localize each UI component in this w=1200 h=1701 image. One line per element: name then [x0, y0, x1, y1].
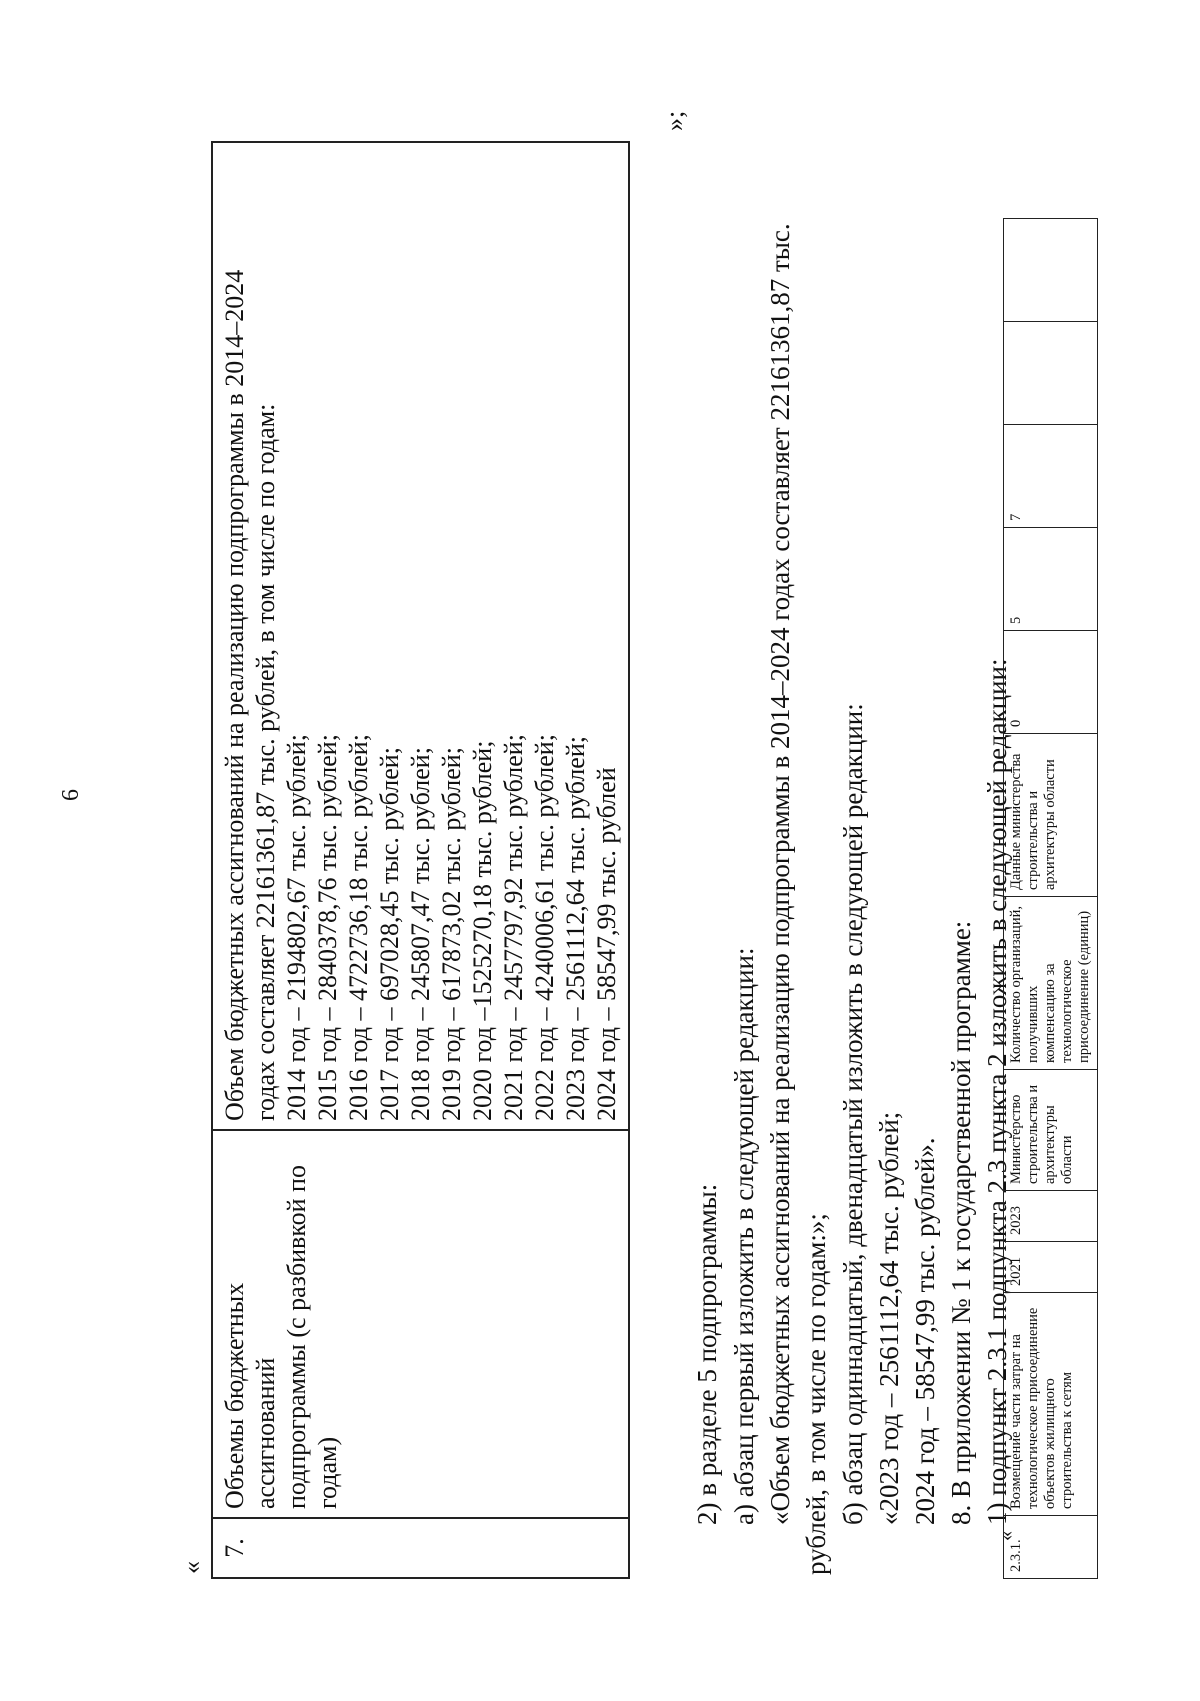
table-cell: 0: [1004, 631, 1098, 734]
paragraph: 1) подпункт 2.3.1 подпункта 2.3 пункта 2 изложить в следующей редакции:: [982, 658, 1012, 1525]
quote-open-bottom: «: [995, 1531, 1017, 1541]
table-row: [212, 142, 629, 1578]
table-cell: 2.3.1.: [1004, 1516, 1098, 1579]
paragraph: 2) в разделе 5 подпрограммы:: [692, 1183, 722, 1525]
row-number: 7.: [212, 1518, 629, 1578]
paragraph: 8. В приложении № 1 к государственной программе:: [946, 920, 976, 1525]
table-cell: Данные министерства строительства и архитектуры области: [1004, 734, 1098, 897]
value-line: 2014 год – 2194802,67 тыс. рублей;: [282, 734, 311, 1121]
value-line: 2020 год –1525270,18 тыс. рублей;: [468, 740, 497, 1121]
quote-close-table: »;: [660, 110, 689, 131]
appendix-table: [1003, 218, 1098, 1579]
row-name-line: подпрограммы (с разбивкой по: [282, 1165, 311, 1509]
row-name-cell: [212, 1130, 629, 1518]
table-cell: [1004, 219, 1098, 322]
table-cell: Количество организаций, получивших компенсацию за технологическое присоединение (единиц): [1004, 897, 1098, 1070]
table-cell: Министерство строительства и архитектуры области: [1004, 1070, 1098, 1191]
paragraph: а) абзац первый изложить в следующей редакции:: [729, 947, 759, 1525]
row-name-line: Объемы бюджетных ассигнований: [220, 1282, 280, 1509]
value-line: годах составляет 22161361,87 тыс. рублей, в том числе по годам:: [251, 403, 280, 1121]
paragraph: «Объем бюджетных ассигнований на реализацию подпрограммы в 2014–2024 годах составляет 22161361,87 тыс.: [765, 223, 795, 1525]
value-line: 2018 год – 245807,47 тыс. рублей;: [406, 747, 435, 1121]
table-cell: 5: [1004, 528, 1098, 631]
value-line: 2024 год – 58547,99 тыс. рублей: [592, 767, 621, 1121]
table-cell: [1004, 322, 1098, 425]
table-cell: 2021: [1004, 1242, 1098, 1293]
value-line: 2017 год – 697028,45 тыс. рублей;: [375, 747, 404, 1121]
row-name-line: годам): [313, 1436, 342, 1509]
table-row: [1004, 219, 1098, 1579]
table-cell: 2023: [1004, 1191, 1098, 1242]
value-line: 2023 год – 2561112,64 тыс. рублей;: [561, 736, 590, 1121]
page-number: 6: [58, 789, 84, 801]
value-line: 2019 год – 617873,02 тыс. рублей;: [437, 747, 466, 1121]
row-value-cell: [212, 142, 629, 1130]
quote-open-top: «: [177, 1561, 206, 1574]
paragraph: рублей, в том числе по годам:»;: [801, 1213, 831, 1575]
paragraph: «2023 год – 2561112,64 тыс. рублей;: [874, 1111, 904, 1525]
value-line: 2016 год – 4722736,18 тыс. рублей;: [344, 734, 373, 1121]
program-budget-table: [211, 141, 630, 1579]
table-cell: Возмещение части затрат на технологическое присоединение объектов жилищного строительства к сетям: [1004, 1293, 1098, 1516]
value-line: 2015 год – 2840378,76 тыс. рублей;: [313, 734, 342, 1121]
value-line: 2022 год – 4240006,61 тыс. рублей;: [530, 734, 559, 1121]
paragraph: 2024 год – 58547,99 тыс. рублей».: [910, 1137, 940, 1525]
value-line: Объем бюджетных ассигнований на реализацию подпрограммы в 2014–2024: [220, 269, 249, 1121]
paragraph: б) абзац одиннадцатый, двенадцатый изложить в следующей редакции:: [838, 703, 868, 1525]
value-line: 2021 год – 2457797,92 тыс. рублей;: [499, 734, 528, 1121]
table-cell: 7: [1004, 425, 1098, 528]
